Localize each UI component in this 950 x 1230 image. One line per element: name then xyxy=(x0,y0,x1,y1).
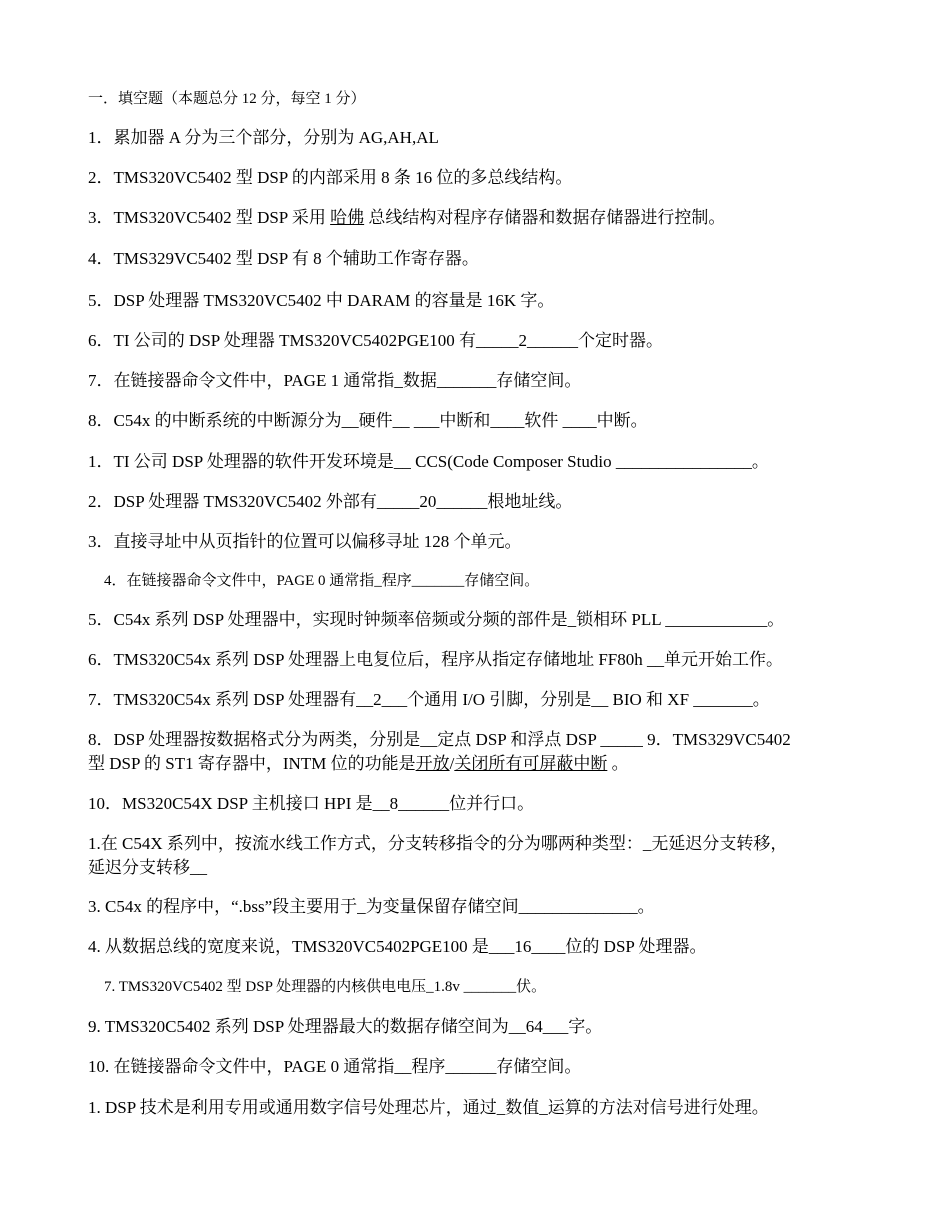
section-header: 一．填空题（本题总分 12 分，每空 1 分） xyxy=(88,91,366,107)
line-12: 4．在链接器命令文件中，PAGE 0 通常指_程序_______存储空间。 xyxy=(104,573,540,589)
line-3-underlined: 哈佛 xyxy=(330,208,365,227)
line-3-text: 3．TMS320VC5402 型 DSP 采用 xyxy=(88,208,331,227)
line-6: 6．TI 公司的 DSP 处理器 TMS320VC5402PGE100 有_____2______个定时器。 xyxy=(88,331,664,350)
line-25: 10. 在链接器命令文件中，PAGE 0 通常指__程序______存储空间。 xyxy=(88,1057,582,1076)
line-17-sep: / xyxy=(449,754,455,773)
line-3 xyxy=(88,206,890,230)
line-17-underlined-a: 开放 xyxy=(415,754,450,773)
line-18: 10．MS320C54X DSP 主机接口 HPI 是__8______位并行口。 xyxy=(88,794,535,813)
line-9: 1．TI 公司 DSP 处理器的软件开发环境是__ CCS(Code Composer Studio ________________。 xyxy=(88,452,769,471)
line-21: 3. C54x 的程序中，“.bss”段主要用于_为变量保留存储空间______________。 xyxy=(88,897,655,916)
line-5: 5．DSP 处理器 TMS320VC5402 中 DARAM 的容量是 16K 字。 xyxy=(88,291,555,310)
line-15: 7．TMS320C54x 系列 DSP 处理器有__2___个通用 I/O 引脚，分别是__ BIO 和 XF _______。 xyxy=(88,690,770,709)
line-1: 1．累加器 A 分为三个部分，分别为 AG,AH,AL xyxy=(88,128,439,147)
line-7: 7．在链接器命令文件中，PAGE 1 通常指_数据_______存储空间。 xyxy=(88,371,582,390)
line-13: 5．C54x 系列 DSP 处理器中，实现时钟频率倍频或分频的部件是_锁相环 PLL ____________。 xyxy=(88,610,785,629)
line-19: 1.在 C54X 系列中，按流水线工作方式，分支转移指令的分为哪两种类型：_无延迟分支转移， xyxy=(88,834,788,853)
line-17-underlined-b: 关闭所有可屏蔽中断 xyxy=(454,754,608,773)
line-24: 9. TMS320C5402 系列 DSP 处理器最大的数据存储空间为__64___字。 xyxy=(88,1017,603,1036)
line-4: 4．TMS329VC5402 型 DSP 有 8 个辅助工作寄存器。 xyxy=(88,249,479,268)
line-23: 7. TMS320VC5402 型 DSP 处理器的内核供电电压_1.8v _______伏。 xyxy=(104,979,547,995)
line-17-tail: 。 xyxy=(607,754,629,773)
line-26: 1. DSP 技术是利用专用或通用数字信号处理芯片，通过_数值_运算的方法对信号进行处理。 xyxy=(88,1098,769,1117)
line-16: 8．DSP 处理器按数据格式分为两类，分别是__定点 DSP 和浮点 DSP _____ 9．TMS329VC5402 xyxy=(88,730,791,749)
line-8: 8．C54x 的中断系统的中断源分为__硬件__ ___中断和____软件 ____中断。 xyxy=(88,411,648,430)
line-17-text: 型 DSP 的 ST1 寄存器中，INTM 位的功能是 xyxy=(88,754,416,773)
line-20: 延迟分支转移__ xyxy=(88,858,207,877)
line-17 xyxy=(88,752,890,776)
line-14: 6．TMS320C54x 系列 DSP 处理器上电复位后，程序从指定存储地址 FF80h __单元开始工作。 xyxy=(88,650,784,669)
line-22: 4. 从数据总线的宽度来说，TMS320VC5402PGE100 是___16____位的 DSP 处理器。 xyxy=(88,937,707,956)
line-10: 2．DSP 处理器 TMS320VC5402 外部有_____20______根地址线。 xyxy=(88,492,573,511)
line-3-tail: 总线结构对程序存储器和数据存储器进行控制。 xyxy=(364,208,726,227)
line-11: 3．直接寻址中从页指针的位置可以偏移寻址 128 个单元。 xyxy=(88,532,522,551)
line-2: 2．TMS320VC5402 型 DSP 的内部采用 8 条 16 位的多总线结构。 xyxy=(88,168,573,187)
